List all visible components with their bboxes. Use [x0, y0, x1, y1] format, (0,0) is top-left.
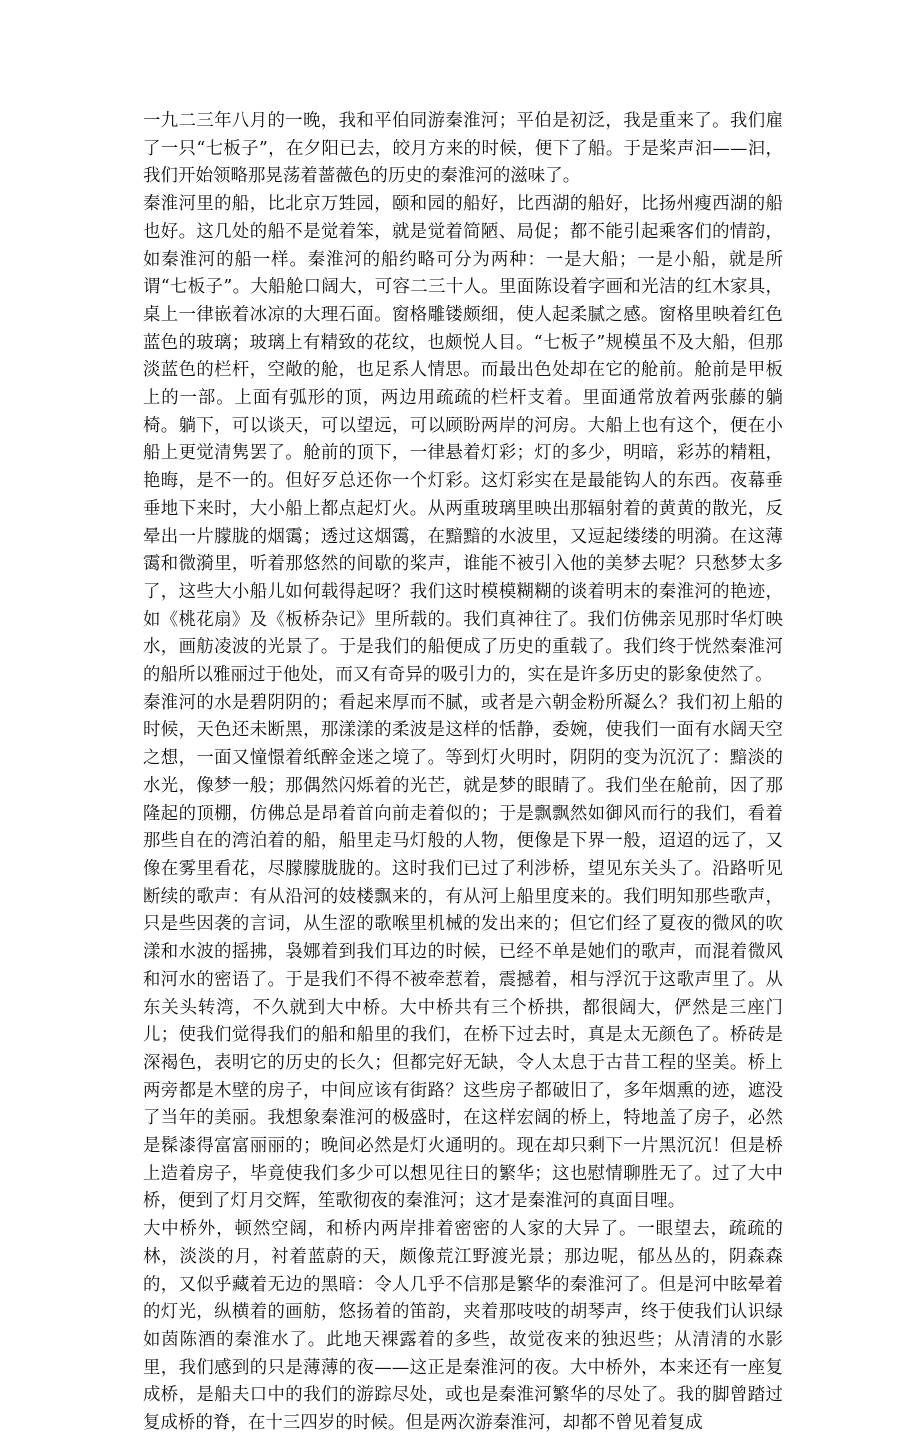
paragraph-4: 大中桥外，顿然空阔，和桥内两岸排着密密的人家的大异了。一眼望去，疏疏的林，淡淡的月，衬着蓝蔚的天，颇像荒江野渡光景；那边呢，郁丛丛的，阴森森的，又似乎藏着无边的黑暗：令人几乎不信那是繁华的秦淮河了。但是河中眩晕着的灯光，纵横着的画舫，悠扬着的笛韵，夹着那吱吱的胡琴声，终于使我们认识绿如茵陈酒的秦淮水了。此地天裸露着的多些，故觉夜来的独迟些；从清清的水影里，我们感到的只是薄薄的夜——这正是秦淮河的夜。大中桥外，本来还有一座复成桥，是船夫口中的我们的游踪尽处，或也是秦淮河繁华的尽处了。我的脚曾踏过复成桥的脊，在十三四岁的时候。但是两次游秦淮河，却都不曾见着复成	[143, 1219, 783, 1434]
paragraph-2: 秦淮河里的船，比北京万甡园，颐和园的船好，比西湖的船好，比扬州瘦西湖的船也好。这几处的船不是觉着笨，就是觉着简陋、局促；都不能引起乘客们的情韵，如秦淮河的船一样。秦淮河的船约略可分为两种：一是大船；一是小船，就是所谓“七板子”。大船舱口阔大，可容二三十人。里面陈设着字画和光洁的红木家具，桌上一律嵌着冰凉的大理石面。窗格雕镂颇细，使人起柔腻之感。窗格里映着红色蓝色的玻璃；玻璃上有精致的花纹，也颇悦人目。“七板子”规模虽不及大船，但那淡蓝色的栏杆，空敞的舱，也足系人情思。而最出色处却在它的舱前。舱前是甲板上的一部。上面有弧形的顶，两边用疏疏的栏杆支着。里面通常放着两张藤的躺椅。躺下，可以谈天，可以望远，可以顾盼两岸的河房。大船上也有这个，便在小船上更觉清隽罢了。舱前的顶下，一律悬着灯彩；灯的多少，明暗，彩苏的精粗，艳晦，是不一的。但好歹总还你一个灯彩。这灯彩实在是最能钩人的东西。夜幕垂垂地下来时，大小船上都点起灯火。从两重玻璃里映出那辐射着的黄黄的散光，反晕出一片朦胧的烟霭；透过这烟霭，在黯黯的水波里，又逗起缕缕的明漪。在这薄霭和微漪里，听着那悠然的间歇的桨声，谁能不被引入他的美梦去呢？只愁梦太多了，这些大小船儿如何载得起呀？我们这时模模糊糊的谈着明末的秦淮河的艳迹，如《桃花扇》及《板桥杂记》里所载的。我们真神往了。我们仿佛亲见那时华灯映水，画舫凌波的光景了。于是我们的船便成了历史的重载了。我们终于恍然秦淮河的船所以雅丽过于他处，而又有奇异的吸引力的，实在是许多历史的影象使然了。	[143, 194, 783, 686]
paragraph-3: 秦淮河的水是碧阴阴的；看起来厚而不腻，或者是六朝金粉所凝么？我们初上船的时候，天色还未断黑，那漾漾的柔波是这样的恬静，委婉，使我们一面有水阔天空之想，一面又憧憬着纸醉金迷之境了。等到灯火明时，阴阴的变为沉沉了：黯淡的水光，像梦一般；那偶然闪烁着的光芒，就是梦的眼睛了。我们坐在舱前，因了那隆起的顶棚，仿佛总是昂着首向前走着似的；于是飘飘然如御风而行的我们，看着那些自在的湾泊着的船，船里走马灯般的人物，便像是下界一般，迢迢的远了，又像在雾里看花，尽朦朦胧胧的。这时我们已过了利涉桥，望见东关头了。沿路听见断续的歌声：有从沿河的妓楼飘来的，有从河上船里度来的。我们明知那些歌声，只是些因袭的言词，从生涩的歌喉里机械的发出来的；但它们经了夏夜的微风的吹漾和水波的摇拂，袅娜着到我们耳边的时候，已经不单是她们的歌声，而混着微风和河水的密语了。于是我们不得不被牵惹着，震撼着，相与浮沉于这歌声里了。从东关头转湾，不久就到大中桥。大中桥共有三个桥拱，都很阔大，俨然是三座门儿；使我们觉得我们的船和船里的我们，在桥下过去时，真是太无颜色了。桥砖是深褐色，表明它的历史的长久；但都完好无缺，令人太息于古昔工程的坚美。桥上两旁都是木壁的房子，中间应该有街路？这些房子都破旧了，多年烟熏的迹，遮没了当年的美丽。我想象秦淮河的极盛时，在这样宏阔的桥上，特地盖了房子，必然是髹漆得富富丽丽的；晚间必然是灯火通明的。现在却只剩下一片黑沉沉！但是桥上造着房子，毕竟使我们多少可以想见往日的繁华；这也慰情聊胜无了。过了大中桥，便到了灯月交辉，笙歌彻夜的秦淮河；这才是秦淮河的真面目哩。	[143, 692, 783, 1212]
paragraph-1: 一九二三年八月的一晚，我和平伯同游秦淮河；平伯是初泛，我是重来了。我们雇了一只“七板子”，在夕阳已去，皎月方来的时候，便下了船。于是桨声汩——汩，我们开始领略那晃荡着蔷薇色的历史的秦淮河的滋味了。	[143, 111, 783, 187]
article-body	[143, 108, 783, 1438]
